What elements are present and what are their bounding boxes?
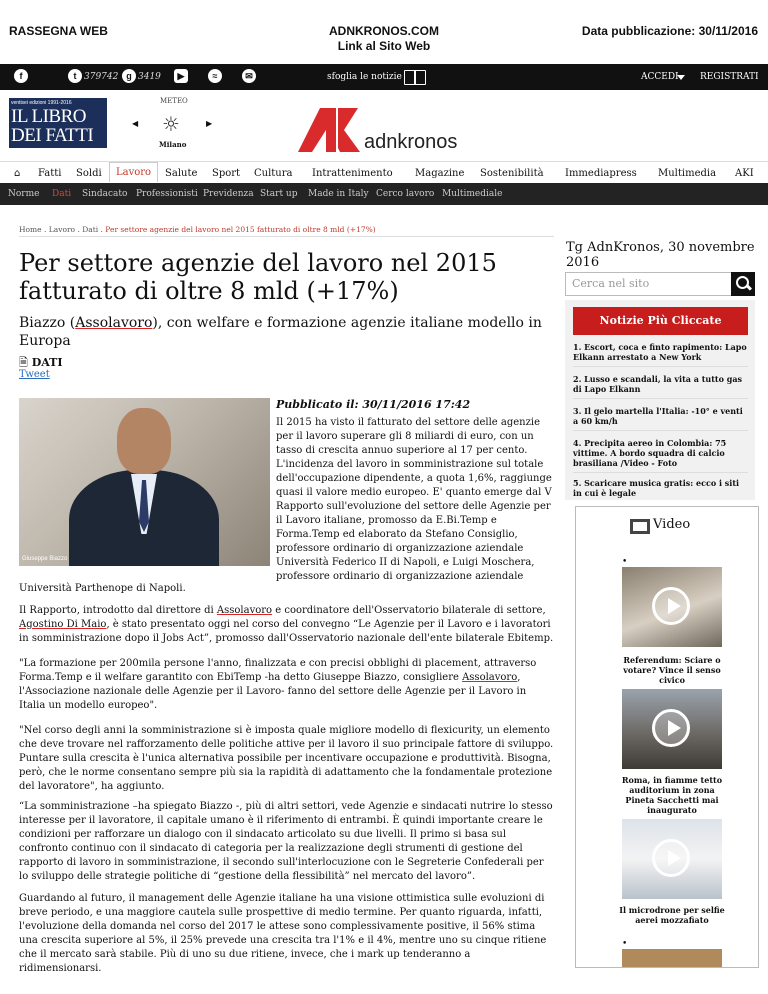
nav-cultura[interactable]: Cultura [254, 168, 293, 179]
sun-icon: ☼ [162, 112, 180, 136]
published-date: Pubblicato il: 30/11/2016 17:42 [276, 398, 471, 411]
list-item[interactable]: 5. Scaricare musica gratis: ecco i siti in cui è legale [573, 478, 740, 498]
subnav-cerco-lavoro[interactable]: Cerco lavoro [376, 189, 435, 199]
book-icon[interactable] [404, 70, 426, 85]
subnav-norme[interactable]: Norme [8, 189, 40, 199]
nav-fatti[interactable]: Fatti [38, 168, 62, 179]
site-link[interactable]: Link al Sito Web [337, 39, 431, 53]
video-thumb[interactable] [622, 567, 722, 647]
divider [19, 236, 554, 237]
list-item[interactable]: 4. Precipita aereo in Colombia: 75 vittime. A bordo squadra di calcio brasiliana /Video - Foto [573, 438, 727, 468]
assolavoro-link-2[interactable]: Assolavoro [216, 605, 273, 616]
tweet-button[interactable]: Tweet [19, 369, 50, 380]
main-nav [0, 161, 768, 184]
paragraph-1: Il 2015 ha visto il fatturato del settore delle agenzie per il lavoro superare gli 8 miliardi di euro, con un tasso di crescita annuo superiore al 17 per cento. L'incidenza del lavoro in somministrazione sul totale dell'occupazione dipendente, a quota 1,6%, raggiunge quasi il valore medio europeo. E' quanto emerge dal V Rapporto sull'evoluzione del settore delle Agenzie per il Lavoro italiane, promosso da E.Bi.Temp e Forma.Temp ed elaborato da Stefano Consiglio, professore ordinario di organizzazione aziendale Università Federico II di Napoli, e Luigi Moschera, professore ordinario di organizzazione aziendale [276, 417, 552, 582]
breadcrumb: Home . Lavoro . Dati . Per settore agenzie del lavoro nel 2015 fatturato di oltre 8 mld (+17%) [19, 225, 376, 234]
video-box: Video • Referendum: Sciare o votare? Vince il senso civico Roma, in fiamme tetto auditorium in zona Pineta Sacchetti mai inaugurato Il microdrone per selfie aerei mozzafiato • [575, 506, 759, 968]
nav-soldi[interactable]: Soldi [76, 168, 102, 179]
paragraph-6: Guardando al futuro, il management delle Agenzie italiane ha una visione ottimistica sulle evoluzioni di breve periodo, e una maggiore cautela sulle prospettive di medio termine. Per quanto riguarda, infatti, l'evoluzione della domanda nel corso del 2017 le attese sono complessivamente positive, il 56% stima una crescita superiore al 5%, il 25% prevede una crescita tra l'1% e il 4%, mentre uno su cinque ritiene che il mercato sarà stabile. Più di uno su due ritiene, invece, che i mark up tenderanno a ridimensionarsi. [19, 893, 547, 974]
home-icon[interactable]: ⌂ [14, 168, 21, 179]
search-input[interactable]: Cerca nel sito [565, 272, 733, 296]
top-bar [0, 64, 768, 90]
list-item[interactable]: 2. Lusso e scandali, la vita a tutto gas di Lapo Elkann [573, 374, 743, 394]
mail-icon[interactable]: ✉ [242, 69, 256, 83]
print-header [0, 0, 768, 60]
article-subtitle: Biazzo (Assolavoro), con welfare e formazione agenzie italiane modello in Europa [19, 315, 542, 349]
nav-intrattenimento[interactable]: Intrattenimento [312, 168, 393, 179]
breadcrumb-home[interactable]: Home [19, 225, 42, 234]
accedi-button[interactable]: ACCEDI [641, 72, 679, 82]
paragraph-4: "Nel corso degli anni la somministrazione si è imposta quale migliore modello di flexicurity, un elemento che deve trovare nel rafforzamento delle politiche attive per il lavoro il suo principale fattore di sviluppo. Puntare sulla crescita è l'unica alternativa possibile per incentivare occupazione e produttività. Bisogna, però, che le norme consentano sempre più sia la rapidità di adattamento che la fondamentale protezione del lavoratore", ha aggiunto. [19, 725, 554, 792]
article-photo [19, 398, 270, 566]
nav-multimedia[interactable]: Multimedia [658, 168, 717, 179]
subnav-professionisti[interactable]: Professionisti [136, 189, 198, 199]
subnav-multimediale[interactable]: Multimediale [442, 189, 503, 199]
adnkronos-mark-icon [298, 108, 473, 152]
paragraph-3: "La formazione per 200mila persone l'anno, finalizzata e con precisi obblighi di placement, attraverso Forma.Temp e il welfare garantito con EbiTemp -ha detto Giuseppe Biazzo, consigliere Assolavoro, l'Associazione nazionale delle Agenzie per il Lavoro- fanno del settore delle Agenzie per il Lavoro in Italia un modello europeo". [19, 658, 537, 711]
di-maio-link[interactable]: Agostino Di Maio [19, 619, 107, 630]
nav-sport[interactable]: Sport [212, 168, 241, 179]
sub-nav [0, 183, 768, 205]
meteo-city: Milano [159, 140, 187, 149]
video-title: Video [653, 517, 691, 532]
publication-date: Data pubblicazione: 30/11/2016 [581, 24, 758, 38]
video-caption[interactable]: Il microdrone per selfie aerei mozzafiato [619, 905, 725, 925]
libro-dei-fatti-logo[interactable]: ventisei edizioni 1991-2016 IL LIBRO DEI FATTI [9, 98, 107, 148]
play-icon [652, 839, 690, 877]
search-icon[interactable] [731, 272, 755, 296]
nav-lavoro[interactable]: Lavoro [109, 162, 158, 182]
video-caption[interactable]: Roma, in fiamme tetto auditorium in zona Pineta Sacchetti mai inaugurato [621, 775, 723, 815]
twitter-icon[interactable]: t [68, 69, 82, 83]
video-thumb[interactable] [622, 949, 722, 967]
paragraph-2: Il Rapporto, introdotto dal direttore di Assolavoro e coordinatore dell'Osservatorio bilaterale di settore, Agostino Di Maio, è stato presentato oggi nel corso del convegno “Le Agenzie per il Lavoro e i lavoratori in somministrazione dopo il Jobs Act”, promosso dall'Osservatorio nazionale dell'ente bilaterale Ebitemp. [19, 605, 554, 644]
paragraph-5: “La somministrazione –ha spiegato Biazzo -, più di altri settori, vede Agenzie e sindacati nutrire lo stesso interesse per il lavoratore, il capitale umano è il riferimento di entrambi. È quindi importante creare le condizioni per rafforzare un dialogo con il sindacato articolato su due livelli. Il primo si basa sul confronto continuo con il sindacato di categoria per la realizzazione degli strumenti di gestione del rapporto di lavoro in somministrazione, il secondo sull'interlocuzione con le Segreterie Confederali per lo sviluppo delle strategie politiche di “gestione della flessibilità” nel mercato del lavoro”. [19, 801, 553, 882]
registrati-button[interactable]: REGISTRATI [700, 72, 759, 82]
article-title: Per settore agenzie del lavoro nel 2015 fatturato di oltre 8 mld (+17%) [19, 249, 497, 305]
breadcrumb-lavoro[interactable]: Lavoro [48, 225, 76, 234]
nav-salute[interactable]: Salute [165, 168, 198, 179]
subnav-sindacato[interactable]: Sindacato [82, 189, 128, 199]
rss-icon[interactable]: ≈ [208, 69, 222, 83]
list-item[interactable]: 1. Escort, coca e finto rapimento: Lapo Elkann arrestato a New York [573, 342, 747, 362]
facebook-icon[interactable]: f [14, 69, 28, 83]
gplus-count: 3419 [138, 72, 161, 82]
assolavoro-link[interactable]: Assolavoro [75, 315, 153, 331]
assolavoro-link-3[interactable]: Assolavoro [462, 672, 518, 683]
next-arrow-icon[interactable]: ▶ [206, 119, 213, 128]
article-section[interactable]: 🗎 DATI [19, 356, 63, 369]
adnkronos-logo[interactable] [298, 108, 473, 152]
youtube-icon[interactable]: ▶ [174, 69, 188, 83]
svg-text:adnkronos: adnkronos [364, 131, 458, 152]
subnav-previdenza[interactable]: Previdenza [203, 189, 254, 199]
document-icon: 🗎 [19, 356, 28, 369]
video-thumb[interactable] [622, 689, 722, 769]
nav-immediapress[interactable]: Immediapress [565, 168, 637, 179]
rassegna-label: RASSEGNA WEB [9, 24, 108, 38]
play-icon [652, 709, 690, 747]
site-name: ADNKRONOS.COM [329, 24, 439, 38]
tg-title[interactable]: Tg AdnKronos, 30 novembre 2016 [566, 240, 755, 270]
breadcrumb-current: Per settore agenzie del lavoro nel 2015 fatturato di oltre 8 mld (+17%) [105, 225, 376, 234]
play-icon [652, 587, 690, 625]
photo-caption: Giuseppe Biazzo [22, 556, 68, 562]
meteo-label: METEO [160, 97, 188, 105]
chevron-down-icon[interactable] [677, 75, 685, 80]
nav-magazine[interactable]: Magazine [415, 168, 465, 179]
most-clicked-title: Notizie Più Cliccate [573, 307, 748, 335]
subnav-dati[interactable]: Dati [52, 189, 72, 199]
video-thumb[interactable] [622, 819, 722, 899]
list-item[interactable]: 3. Il gelo martella l'Italia: -10° e venti a 60 km/h [573, 406, 743, 426]
sfoglia-link[interactable]: sfoglia le notizie [327, 72, 402, 82]
paragraph-1-end: Università Parthenope di Napoli. [19, 583, 186, 594]
most-clicked-box [565, 300, 755, 500]
film-icon [630, 519, 650, 534]
twitter-count: 379742 [84, 72, 119, 82]
subnav-startup[interactable]: Start up [260, 189, 298, 199]
video-caption[interactable]: Referendum: Sciare o votare? Vince il senso civico [623, 655, 721, 685]
nav-sostenibilita[interactable]: Sostenibilità [480, 168, 544, 179]
breadcrumb-dati[interactable]: Dati [82, 225, 99, 234]
prev-arrow-icon[interactable]: ◀ [132, 119, 139, 128]
nav-aki[interactable]: AKI [735, 168, 754, 179]
subnav-made-in-italy[interactable]: Made in Italy [308, 189, 369, 199]
gplus-icon[interactable]: g [122, 69, 136, 83]
